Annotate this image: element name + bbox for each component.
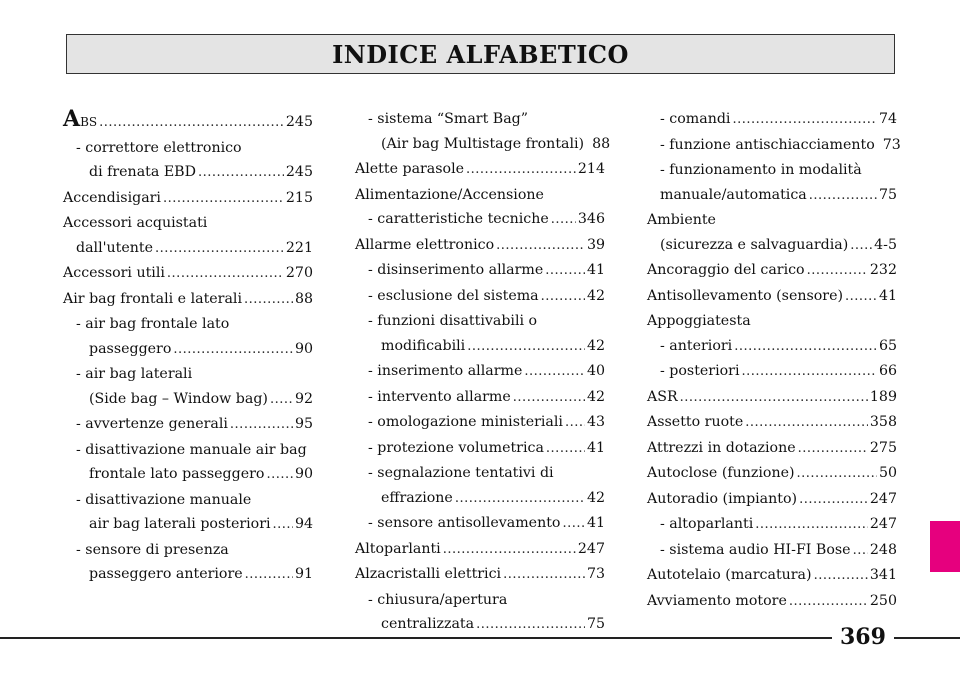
leader-dots	[230, 413, 293, 438]
leader-dots	[163, 187, 284, 212]
index-entry	[63, 412, 313, 438]
index-entry-label: - segnalazione tentativi di	[368, 465, 554, 481]
leader-dots	[545, 259, 585, 284]
index-entry-label: Ambiente	[647, 212, 716, 228]
leader-dots	[807, 259, 868, 284]
index-entry-page: 232	[869, 262, 897, 278]
index-entry-label: Accendisigari	[63, 189, 161, 206]
index-entry	[63, 562, 313, 588]
leader-dots	[734, 335, 877, 360]
index-entry-page: 270	[285, 265, 313, 281]
index-entry-page: 39	[586, 236, 605, 253]
index-entry-label: - comandi	[660, 111, 731, 127]
index-entry-label: - intervento allarme	[368, 388, 511, 405]
index-entry-label: Assetto ruote	[647, 414, 744, 430]
index-entry	[355, 588, 605, 613]
index-entry-page: 43	[586, 414, 605, 430]
index-entry-label: Appoggiatesta	[647, 313, 751, 329]
index-column-3	[647, 107, 901, 614]
index-entry-label: - sensore antisollevamento	[368, 515, 561, 531]
leader-dots	[809, 184, 877, 209]
leader-dots	[562, 512, 584, 537]
index-entry-label: - chiusura/apertura	[368, 591, 508, 608]
footer-rule	[0, 637, 960, 639]
index-entry-label: - air bag laterali	[76, 366, 193, 382]
index-entry-page: 248	[869, 541, 897, 558]
index-entry-label: - air bag frontale lato	[76, 316, 230, 332]
leader-dots	[853, 539, 868, 564]
index-title-box	[66, 34, 895, 74]
leader-dots	[270, 388, 293, 413]
index-entry	[63, 438, 313, 463]
index-entry	[355, 486, 605, 512]
drop-cap-letter: A	[63, 106, 81, 132]
index-entry	[647, 385, 897, 411]
leader-dots	[814, 564, 868, 589]
index-entry-label: - omologazione ministeriali	[368, 414, 563, 430]
index-entry-label: air bag laterali posteriori	[89, 516, 271, 532]
index-entry-label: Alette parasole	[355, 161, 465, 177]
index-entry	[355, 183, 605, 208]
index-entry-label: - correttore elettronico	[76, 139, 242, 156]
index-entry	[63, 362, 313, 387]
index-entry	[355, 511, 605, 537]
index-entry	[63, 160, 313, 186]
index-entry	[63, 211, 313, 236]
index-entry-label: - caratteristiche tecniche	[368, 211, 549, 227]
index-entry-page: 41	[586, 439, 605, 456]
index-entry	[355, 562, 605, 588]
index-entry-label: - funzione antischiacciamento	[660, 136, 875, 153]
index-entry-label: - inserimento allarme	[368, 363, 523, 379]
index-entry-page: 245	[285, 164, 313, 180]
index-entry-page: 50	[878, 465, 897, 481]
index-entry-page: 214	[577, 161, 605, 177]
leader-dots	[476, 613, 585, 638]
index-entry-label: - avvertenze generali	[76, 416, 228, 432]
index-entry-page: 65	[878, 337, 897, 354]
index-entry	[647, 487, 897, 513]
index-entry-page: 245	[285, 114, 313, 130]
index-entry	[647, 334, 897, 360]
index-entry-label: Accessori acquistati	[63, 215, 208, 231]
leader-dots	[789, 590, 868, 615]
index-entry	[647, 258, 897, 284]
index-entry	[647, 208, 897, 233]
leader-dots	[680, 386, 868, 411]
index-entry-label: - disattivazione manuale	[76, 491, 252, 508]
index-entry-page: 247	[577, 540, 605, 557]
leader-dots	[845, 285, 877, 310]
index-entry-label: - esclusione del sistema	[368, 287, 539, 304]
index-entry	[63, 261, 313, 287]
index-entry-page: 221	[285, 239, 313, 256]
index-entry	[63, 136, 313, 161]
index-entry-page: 42	[586, 489, 605, 506]
index-entry-label: Alzacristalli elettrici	[355, 566, 502, 582]
index-entry-page: 90	[294, 466, 313, 482]
leader-dots	[466, 158, 576, 183]
index-entry-page: 95	[294, 416, 313, 432]
index-entry-page: 247	[869, 490, 897, 507]
index-entry-page: 90	[294, 340, 313, 357]
leader-dots	[167, 262, 284, 287]
index-entry-label: Ancoraggio del carico	[647, 262, 805, 278]
index-entry	[63, 488, 313, 513]
leader-dots	[524, 360, 585, 385]
index-entry-page: 250	[869, 592, 897, 609]
index-entry	[63, 186, 313, 212]
index-entry	[355, 132, 611, 158]
section-tab-marker	[930, 521, 960, 572]
index-entry-page: 94	[294, 516, 313, 532]
index-entry	[647, 410, 897, 436]
leader-dots	[266, 463, 292, 488]
index-entry-page: 74	[878, 111, 897, 127]
index-entry-label: passeggero anteriore	[89, 566, 243, 582]
index-column-2	[355, 107, 611, 638]
index-entry	[355, 233, 605, 259]
index-entry-page: 247	[869, 516, 897, 532]
index-entry	[355, 157, 605, 183]
leader-dots	[546, 437, 585, 462]
leader-dots	[198, 161, 284, 186]
leader-dots	[513, 386, 585, 411]
index-entry-label: Alimentazione/Accensione	[355, 186, 544, 203]
index-entry	[355, 410, 605, 436]
index-entry	[63, 512, 313, 538]
leader-dots	[245, 563, 293, 588]
index-entry	[355, 436, 605, 462]
index-entry-label: manuale/automatica	[660, 186, 807, 203]
index-entry	[647, 284, 897, 310]
index-entry	[355, 359, 605, 385]
index-entry-label: - posteriori	[660, 363, 740, 379]
index-entry	[355, 107, 605, 132]
index-entry	[355, 461, 605, 486]
index-entry-label: centralizzata	[381, 616, 475, 632]
index-entry	[355, 207, 605, 233]
index-entry	[355, 537, 605, 563]
leader-dots	[850, 234, 872, 259]
index-entry-label: - anteriori	[660, 337, 733, 354]
leader-dots	[541, 285, 585, 310]
index-entry-page: 41	[586, 515, 605, 531]
leader-dots	[755, 513, 868, 538]
index-entry-label: Autoradio (impianto)	[647, 490, 798, 507]
index-entry-label: Attrezzi in dotazione	[647, 439, 796, 456]
index-entry-label: (Air bag Multistage frontali)	[381, 135, 585, 152]
index-entry-page: 73	[882, 136, 901, 153]
leader-dots	[443, 538, 576, 563]
leader-dots	[155, 237, 284, 262]
index-entry-label: Air bag frontali e laterali	[63, 290, 242, 307]
index-entry	[355, 334, 605, 360]
index-entry	[63, 236, 313, 262]
index-entry-page: 358	[869, 414, 897, 430]
index-entry	[647, 133, 901, 159]
index-entry	[355, 612, 605, 638]
index-entry-page: 41	[586, 262, 605, 278]
index-entry-page: 75	[878, 186, 897, 203]
index-entry-label: - disinserimento allarme	[368, 262, 544, 278]
leader-dots	[99, 111, 284, 136]
index-entry-label: BS	[80, 115, 98, 129]
index-entry-label: Altoparlanti	[355, 540, 441, 557]
index-entry-label: - funzionamento in modalità	[660, 162, 862, 178]
page-number-box	[832, 624, 894, 650]
index-entry	[63, 312, 313, 337]
index-entry-label: - sistema audio HI-FI Bose	[660, 541, 851, 558]
index-entry	[355, 309, 605, 334]
index-entry-label: (sicurezza e salvaguardia)	[660, 236, 849, 253]
index-entry-page: 4-5	[874, 236, 897, 253]
index-entry-page: 275	[869, 439, 897, 456]
index-entry-label: Antisollevamento (sensore)	[647, 287, 844, 304]
index-entry-page: 40	[586, 363, 605, 379]
index-entry	[647, 309, 897, 334]
index-entry	[647, 436, 897, 462]
index-entry-page: 341	[869, 567, 897, 583]
index-entry	[355, 284, 605, 310]
index-entry	[647, 589, 897, 615]
index-entry-page: 88	[592, 135, 611, 152]
page-title: INDICE ALFABETICO	[332, 39, 629, 69]
index-entry	[63, 462, 313, 488]
index-entry	[63, 287, 313, 313]
index-entry-label: (Side bag – Window bag)	[89, 390, 268, 407]
leader-dots	[799, 488, 868, 513]
page-number: 369	[840, 624, 886, 650]
index-entry	[355, 258, 605, 284]
index-entry	[647, 461, 897, 487]
leader-dots	[173, 338, 293, 363]
leader-dots	[273, 513, 293, 538]
index-entry-page: 41	[878, 287, 897, 304]
index-entry-label: effrazione	[381, 489, 453, 506]
index-entry-label: - funzioni disattivabili o	[368, 313, 538, 329]
index-entry	[647, 563, 897, 589]
index-entry	[647, 183, 897, 209]
index-entry-page: 66	[878, 363, 897, 379]
index-entry-page: 73	[586, 566, 605, 582]
leader-dots	[565, 411, 585, 436]
leader-dots	[496, 234, 585, 259]
index-entry-page: 42	[586, 337, 605, 354]
index-entry-label: passeggero	[89, 340, 172, 357]
index-entry	[355, 385, 605, 411]
leader-dots	[732, 108, 876, 133]
leader-dots	[455, 487, 585, 512]
index-entry-label: Autoclose (funzione)	[647, 465, 795, 481]
index-entry	[647, 158, 897, 183]
index-entry	[63, 538, 313, 563]
index-entry-page: 346	[577, 211, 605, 227]
index-entry-page: 91	[294, 566, 313, 582]
index-entry-label: Accessori utili	[63, 265, 165, 281]
index-entry-label: di frenata EBD	[89, 164, 196, 180]
leader-dots	[551, 208, 576, 233]
index-entry	[63, 107, 313, 136]
index-entry	[647, 107, 897, 133]
index-entry-page: 92	[294, 390, 313, 407]
index-entry-label: Autotelaio (marcatura)	[647, 567, 812, 583]
index-entry-page: 75	[586, 616, 605, 632]
index-entry-page: 88	[294, 290, 313, 307]
leader-dots	[467, 335, 585, 360]
index-entry-label: modificabili	[381, 337, 466, 354]
index-entry-page: 215	[285, 189, 313, 206]
index-entry-label: Avviamento motore	[647, 592, 787, 609]
leader-dots	[742, 360, 877, 385]
index-entry-label: - disattivazione manuale air bag	[76, 441, 307, 458]
leader-dots	[244, 288, 293, 313]
index-entry	[647, 359, 897, 385]
index-entry-page: 42	[586, 287, 605, 304]
index-entry	[647, 538, 897, 564]
index-entry-label: dall'utente	[76, 239, 153, 256]
index-column-1	[63, 107, 313, 588]
index-entry-label: ASR	[647, 388, 678, 405]
leader-dots	[797, 462, 877, 487]
index-entry	[647, 233, 897, 259]
leader-dots	[503, 563, 585, 588]
index-entry-page: 189	[869, 388, 897, 405]
index-entry	[63, 387, 313, 413]
leader-dots	[798, 437, 868, 462]
index-entry-page: 42	[586, 388, 605, 405]
index-entry	[63, 337, 313, 363]
index-entry	[647, 512, 897, 538]
index-entry-label: Allarme elettronico	[355, 236, 495, 253]
leader-dots	[745, 411, 868, 436]
index-entry-label: - protezione volumetrica	[368, 439, 544, 456]
index-entry-label: - sensore di presenza	[76, 541, 229, 558]
index-entry-label: - altoparlanti	[660, 516, 754, 532]
index-entry-label: - sistema “Smart Bag”	[368, 111, 529, 127]
index-entry-label: frontale lato passeggero	[89, 466, 265, 482]
